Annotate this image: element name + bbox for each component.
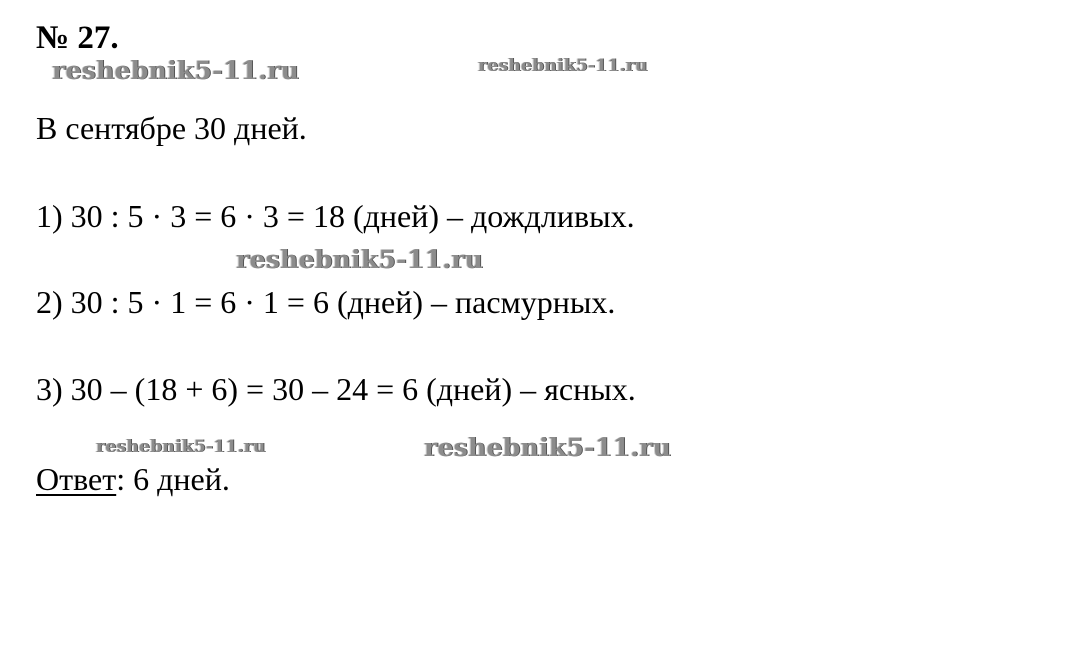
watermark: reshebnik5-11.ru (424, 433, 672, 462)
answer-value: : 6 дней. (116, 461, 230, 497)
answer-label: Ответ (36, 461, 117, 497)
solution-step-2: 2) 30 : 5 · 1 = 6 · 1 = 6 (дней) – пасмурных. (36, 284, 616, 320)
watermark: reshebnik5-11.ru (236, 245, 484, 274)
solution-intro: В сентябре 30 дней. (36, 110, 307, 146)
task-number: № 27. (36, 20, 119, 56)
watermark: reshebnik5-11.ru (478, 56, 648, 76)
solution-step-3: 3) 30 – (18 + 6) = 30 – 24 = 6 (дней) – ясных. (36, 371, 636, 407)
solution-step-1: 1) 30 : 5 · 3 = 6 · 3 = 18 (дней) – дождливых. (36, 198, 635, 234)
watermark: reshebnik5-11.ru (52, 56, 300, 85)
answer (36, 461, 230, 497)
watermark: reshebnik5-11.ru (96, 437, 266, 457)
